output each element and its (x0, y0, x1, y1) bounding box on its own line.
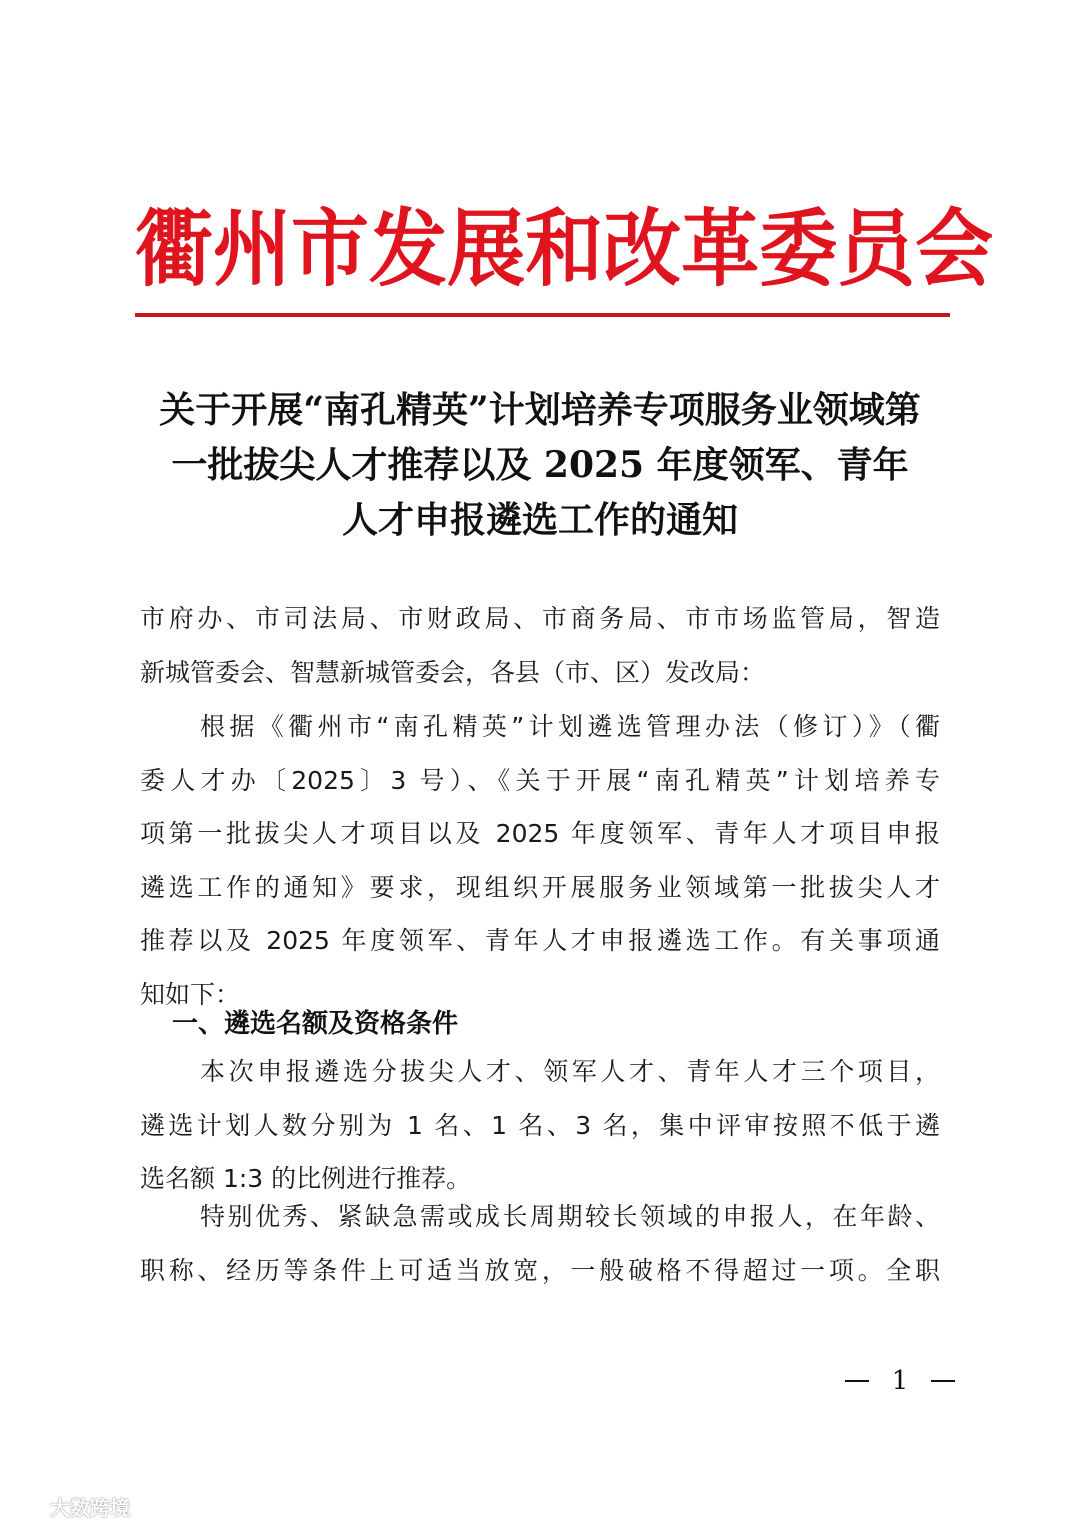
header-char: 革 (681, 200, 760, 299)
title-line: 关于开展“南孔精英”计划培养专项服务业领域第 (159, 389, 921, 431)
header-char: 州 (213, 200, 292, 299)
paragraph-line: 根据《衢州市“南孔精英”计划遴选管理办法（修订）》（衢 (200, 712, 940, 741)
paragraph-line: 知如下： (140, 979, 241, 1009)
watermark-text: 大数跨境 (50, 1496, 130, 1520)
page-number-dash-right (931, 1380, 955, 1382)
paragraph-line: 项第一批拔尖人才项目以及 2025 年度领军、青年人才项目申报 (140, 819, 940, 848)
paragraph-line: 特别优秀、紧缺急需或成长周期较长领域的申报人，在年龄、 (200, 1202, 940, 1231)
addressee-line: 市府办、市司法局、市财政局、市商务局、市市场监管局，智造 (140, 604, 940, 633)
page-number-dash-left (845, 1380, 869, 1382)
paragraph-line: 本次申报遴选分拔尖人才、领军人才、青年人才三个项目， (200, 1057, 940, 1086)
header-char: 和 (525, 200, 604, 299)
paragraph-quota (140, 1045, 940, 1206)
header-char: 发 (369, 200, 448, 299)
header-char: 会 (915, 200, 994, 299)
paragraph-line: 推荐以及 2025 年度领军、青年人才申报遴选工作。有关事项通 (140, 926, 940, 955)
title-line: 一批拔尖人才推荐以及 2025 年度领军、青年 (171, 444, 909, 486)
paragraph-basis (140, 700, 940, 1021)
watermark (8, 1492, 130, 1521)
paragraph-line: 职称、经历等条件上可适当放宽，一般破格不得超过一项。全职 (140, 1255, 940, 1285)
paragraph-line: 遴选计划人数分别为 1 名、1 名、3 名，集中评审按照不低于遴 (140, 1110, 940, 1140)
addressee-line: 新城管委会、智慧新城管委会，各县（市、区）发改局： (140, 657, 766, 687)
page-number (845, 1363, 955, 1399)
header-char: 委 (759, 200, 838, 299)
header-char: 市 (291, 200, 370, 299)
header-char: 员 (837, 200, 916, 299)
header-char: 改 (603, 200, 682, 299)
paragraph-line: 委人才办〔2025〕3 号）、《关于开展“南孔精英”计划培养专 (140, 765, 940, 795)
organization-header (135, 200, 994, 300)
title-line: 人才申报遴选工作的通知 (341, 499, 738, 541)
page-number-value: 1 (891, 1366, 909, 1396)
section-heading: 一、遴选名额及资格条件 (172, 1009, 459, 1039)
header-red-divider (135, 313, 950, 317)
header-char: 展 (447, 200, 526, 299)
addressee-block (140, 592, 940, 699)
paragraph-exception (140, 1190, 940, 1297)
header-char: 衢 (135, 200, 214, 299)
paragraph-line: 选名额 1:3 的比例进行推荐。 (140, 1164, 472, 1193)
paragraph-line: 遴选工作的通知》要求，现组织开展服务业领域第一批拔尖人才 (140, 872, 940, 902)
document-title (120, 383, 960, 548)
watermark-logo-icon (8, 1496, 44, 1518)
